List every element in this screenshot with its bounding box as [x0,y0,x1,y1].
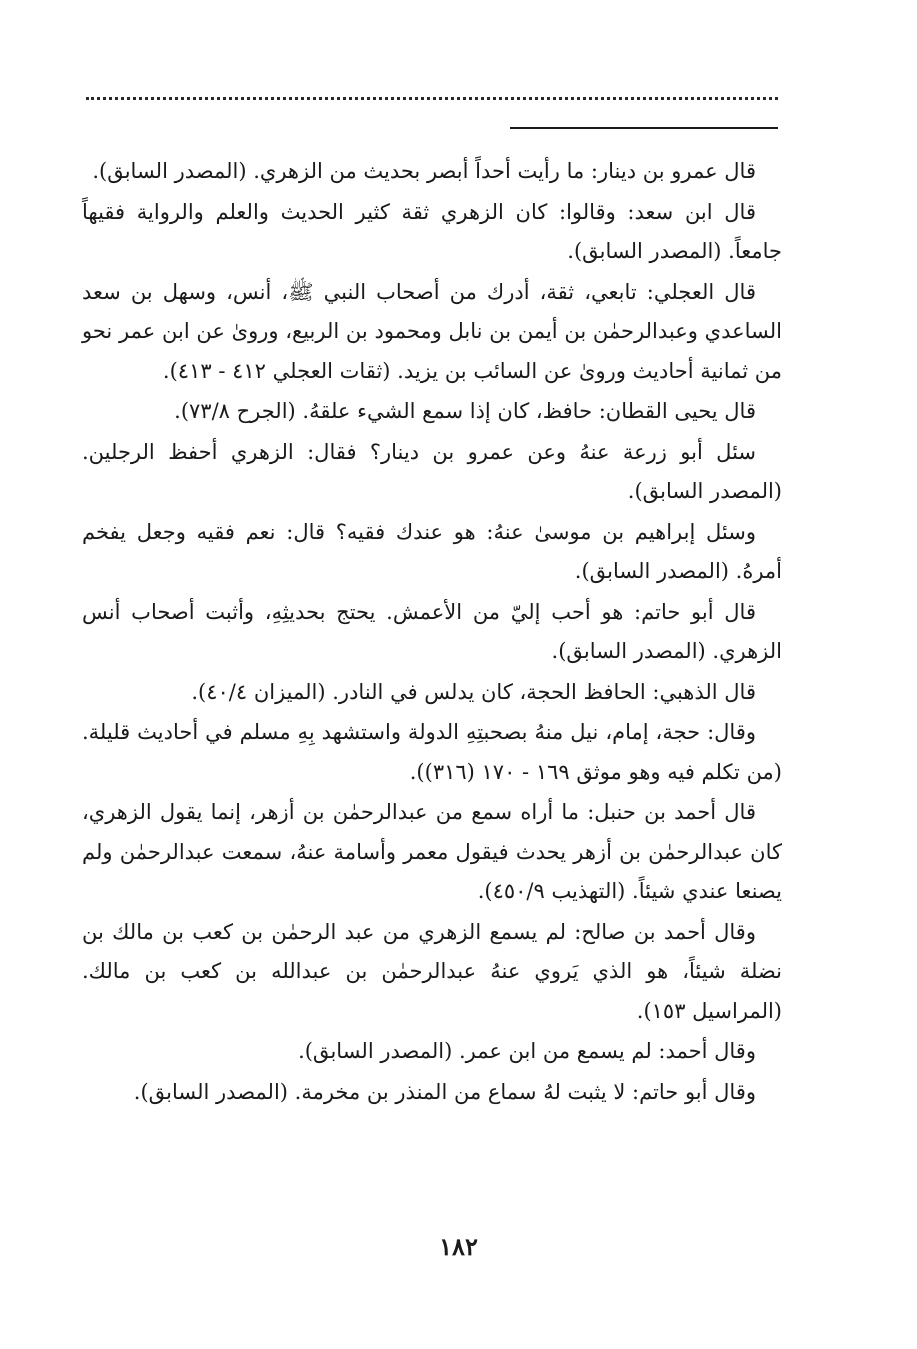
paragraph-al-dhahabi: قال الذهبي: الحافظ الحجة، كان يدلس في النادر. (الميزان ٤٠/٤). [191,679,756,704]
paragraph-abu-hatim: قال أبو حاتم: هو أحب إليّ من الأعمش. يحتج بحديثِهِ، وأثبت أصحاب أنس الزهري. (المصدر السابق). [82,599,782,663]
footnote-rule [510,127,778,129]
dotted-separator [86,97,778,100]
paragraph-ibrahim-ibn-musa: وسئل إبراهيم بن موسىٰ عنهُ: هو عندك فقيه؟ قال: نعم فقيه وجعل يفخم أمرهُ. (المصدر السابق). [82,519,782,583]
paragraph-ahmad-ibn-salih: وقال أحمد بن صالح: لم يسمع الزهري من عبد الرحمٰن بن كعب بن مالك بن نضلة شيئاً، هو الذي يَروي عنهُ عبدالرحمٰن بن عبدالله بن كعب بن مالك. (المراسيل ١٥٣). [82,919,782,1023]
page-number: ١٨٢ [439,1232,478,1261]
paragraph-abu-zura: سئل أبو زرعة عنهُ وعن عمرو بن دينار؟ فقال: الزهري أحفظ الرجلين. (المصدر السابق). [82,439,782,503]
paragraph-ahmad: وقال أحمد: لم يسمع من ابن عمر. (المصدر السابق). [298,1039,756,1063]
paragraph-ahmad-ibn-hanbal: قال أحمد بن حنبل: ما أراه سمع من عبدالرحمٰن بن أزهر، إنما يقول الزهري، كان عبدالرحمٰن بن أزهر يحدث فيقول معمر وأسامة عنهُ، سمعت عبدالرحمٰن ولم يصنعا عندي شيئاً. (التهذيب ٤٥٠/٩). [82,800,782,903]
paragraph-yahya-al-qattan: قال يحيى القطان: حافظ، كان إذا سمع الشيء علقهُ. (الجرح ٧٣/٨). [174,399,756,423]
paragraph-ibn-saad: قال ابن سعد: وقالوا: كان الزهري ثقة كثير الحديث والعلم والرواية فقيهاً جامعاً. (المصدر السابق). [82,199,782,263]
main-text [82,152,782,1113]
paragraph-amr-ibn-dinar: قال عمرو بن دينار: ما رأيت أحداً أبصر بحديث من الزهري. (المصدر السابق). [92,159,756,183]
paragraph-al-dhahabi-2: وقال: حجة، إمام، نيل منهُ بصحبتِهِ الدولة واستشهد بِهِ مسلم في أحاديث قليلة. (من تكلم فيه وهو موثق ١٦٩ - ١٧٠ (٣١٦)). [82,720,782,784]
paragraph-abu-hatim-2: وقال أبو حاتم: لا يثبت لهُ سماع من المنذر بن مخرمة. (المصدر السابق). [133,1079,756,1104]
paragraph-al-ijli: قال العجلي: تابعي، ثقة، أدرك من أصحاب النبي ﷺ، أنس، وسهل بن سعد الساعدي وعبدالرحمٰن بن أيمن بن نابل ومحمود بن الربيع، وروىٰ عن ابن عمر نحو من ثمانية أحاديث وروىٰ عن السائب بن يزيد. (ثقات العجلي ٤١٢ - ٤١٣). [82,279,782,383]
